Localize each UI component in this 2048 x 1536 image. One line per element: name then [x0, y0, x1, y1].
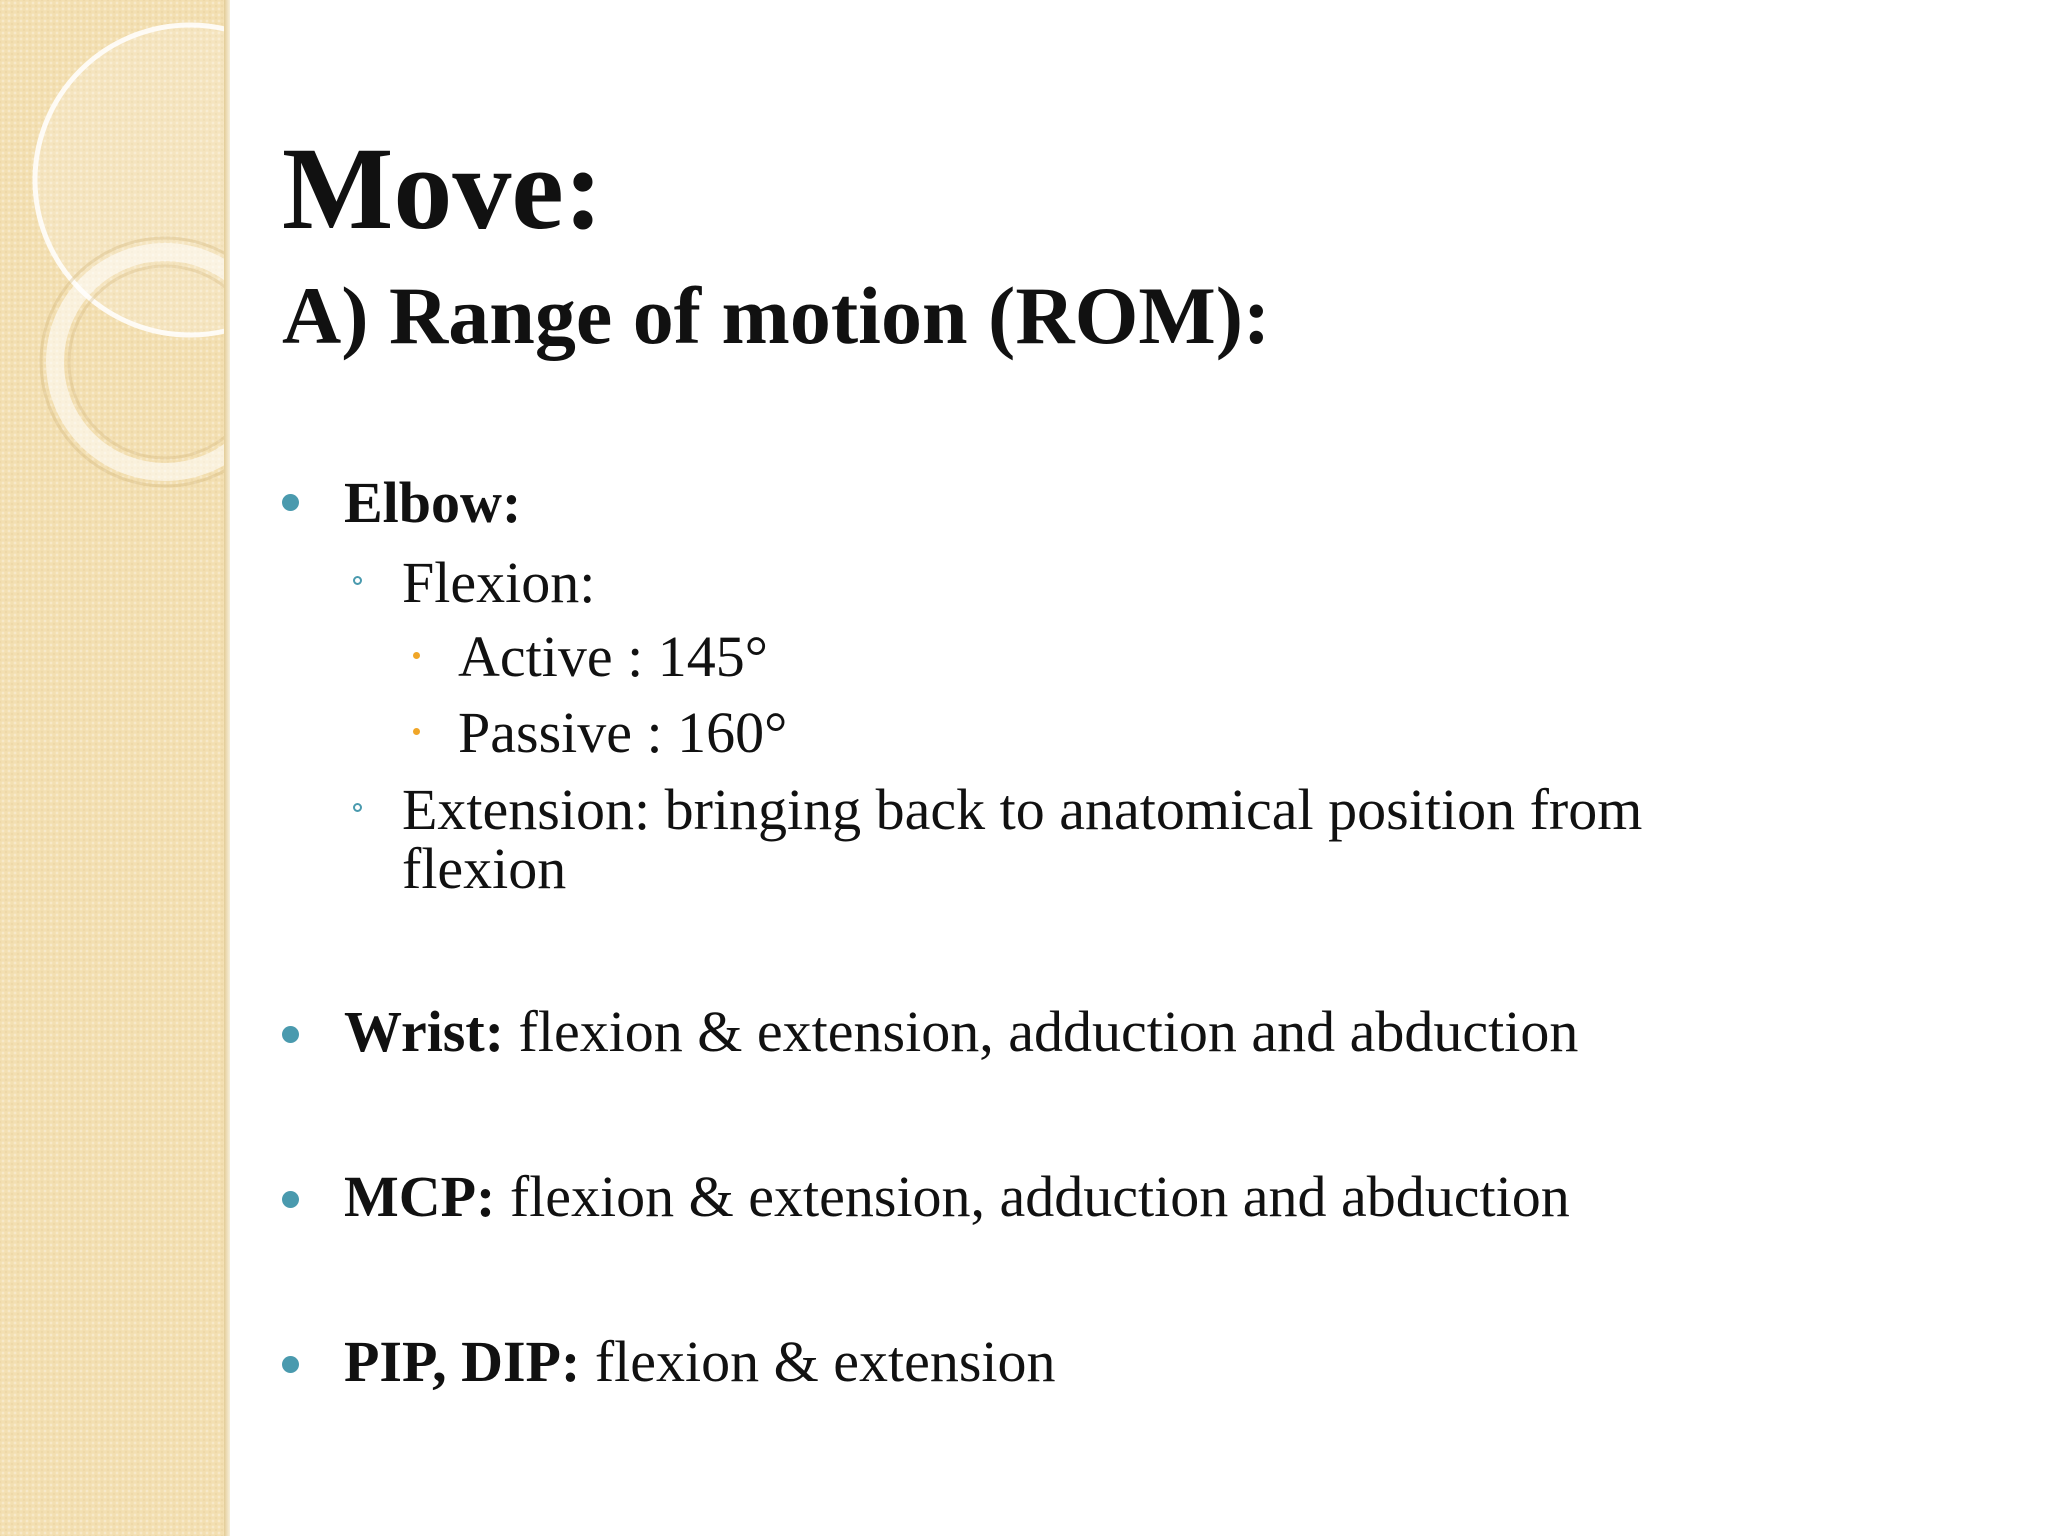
list-item-extension-line2: flexion — [402, 836, 567, 901]
list-item-flexion: Flexion: — [402, 550, 596, 615]
pip-dip-label: PIP, DIP: — [344, 1329, 581, 1394]
sub-sub-bullet-icon — [413, 728, 420, 735]
decorative-sidebar — [0, 0, 228, 1536]
sub-bullet-ring-icon — [353, 803, 362, 812]
slide-content — [282, 0, 1982, 1536]
mcp-label: MCP: — [344, 1164, 496, 1229]
slide-subtitle: A) Range of motion (ROM): — [282, 270, 1271, 361]
list-item-passive: Passive : 160° — [458, 700, 788, 765]
wrist-label: Wrist: — [344, 999, 505, 1064]
sub-sub-bullet-icon — [413, 652, 420, 659]
mcp-text: flexion & extension, adduction and abduction — [495, 1164, 1570, 1229]
list-item-extension-line1: Extension: bringing back to anatomical position from — [402, 777, 1643, 842]
decorative-circles — [0, 0, 228, 1536]
bullet-dot-icon — [282, 1026, 299, 1043]
pip-dip-text: flexion & extension — [580, 1329, 1056, 1394]
bullet-dot-icon — [282, 1191, 299, 1208]
list-item-pip-dip — [344, 1329, 1056, 1394]
bullet-dot-icon — [282, 1356, 299, 1373]
wrist-text: flexion & extension, adduction and abduction — [504, 999, 1579, 1064]
list-item-active: Active : 145° — [458, 624, 768, 689]
list-item-elbow — [344, 470, 522, 535]
slide-title: Move: — [282, 123, 604, 254]
sidebar-edge — [224, 0, 230, 1536]
sub-bullet-ring-icon — [353, 576, 362, 585]
list-item-mcp — [344, 1164, 1570, 1229]
bullet-dot-icon — [282, 494, 299, 511]
list-item-wrist — [344, 999, 1579, 1064]
elbow-label: Elbow: — [344, 470, 522, 535]
